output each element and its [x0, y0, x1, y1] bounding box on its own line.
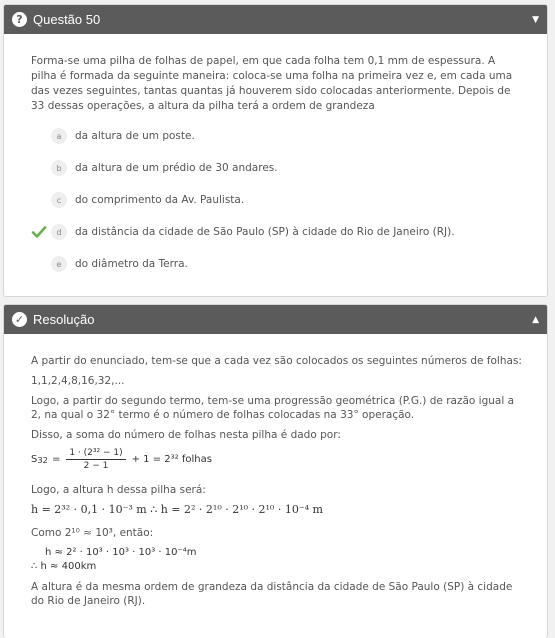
option-d[interactable] [31, 216, 522, 248]
resolution-paragraph: Disso, a soma do número de folhas nesta pilha é dado por: [31, 429, 341, 441]
option-text: da altura de um poste. [75, 130, 195, 142]
option-letter: a [51, 128, 67, 144]
option-text: do diâmetro da Terra. [75, 258, 188, 270]
question-title: Questão 50 [33, 12, 101, 27]
resolution-header[interactable] [4, 305, 547, 334]
resolution-paragraph: Logo, a altura h dessa pilha será: [31, 484, 206, 496]
checkmark-icon [31, 224, 47, 240]
sum-subscript: 32 [37, 454, 48, 465]
sum-result: + 1 = 2³² folhas [131, 454, 212, 465]
question-statement: Forma-se uma pilha de folhas de papel, em que cada folha tem 0,1 mm de espessura. A pilha é formada da seguinte maneira: coloca-se uma folha na primeira vez e, em cada uma das vezes seguintes, tantas quantas já houverem sido colocadas anteriormente. Depois de 33 dessas operações, a altura da pilha terá a ordem de grandeza [31, 55, 513, 112]
sequence-text: 1,1,2,4,8,16,32,... [31, 375, 125, 387]
approximation-step: h ≈ 2² · 10³ · 10³ · 10³ · 10⁻⁴m [45, 547, 197, 558]
options-list [31, 120, 522, 280]
option-text: do comprimento da Av. Paulista. [75, 194, 245, 206]
fraction-denominator: 2 − 1 [83, 461, 109, 471]
option-letter: c [51, 192, 67, 208]
resolution-panel [3, 304, 548, 638]
check-circle-icon: ✓ [12, 312, 27, 327]
chevron-up-icon[interactable]: ▲ [532, 314, 539, 325]
question-header[interactable] [4, 5, 547, 34]
conclusion-text: A altura é da mesma ordem de grandeza da distância da cidade de São Paulo (SP) à cidade do Rio de Janeiro (RJ). [31, 581, 513, 607]
sum-symbol: S [31, 454, 38, 465]
fraction [66, 448, 125, 471]
resolution-paragraph: A partir do enunciado, tem-se que a cada vez são colocados os seguintes números de folhas: [31, 355, 522, 367]
option-c[interactable] [31, 184, 522, 216]
option-text: da altura de um prédio de 30 andares. [75, 162, 278, 174]
final-result: ∴ h ≈ 400km [31, 561, 97, 572]
question-panel [3, 4, 548, 297]
fraction-numerator: 1 · (2³² − 1) [66, 448, 125, 460]
option-e[interactable] [31, 248, 522, 280]
option-letter: b [51, 160, 67, 176]
option-b[interactable] [31, 152, 522, 184]
option-text: da distância da cidade de São Paulo (SP) à cidade do Rio de Janeiro (RJ). [75, 226, 455, 238]
sum-formula [31, 448, 527, 471]
chevron-down-icon[interactable]: ▼ [532, 14, 539, 25]
option-letter: d [51, 224, 67, 240]
equals-sign: = [51, 454, 61, 465]
resolution-title: Resolução [33, 312, 95, 327]
option-letter: e [51, 256, 67, 272]
question-mark-icon: ? [12, 12, 27, 27]
resolution-paragraph: Logo, a partir do segundo termo, tem-se uma progressão geométrica (P.G.) de razão igual a 2, na qual o 32° termo é o número de folhas colocadas na 33° operação. [31, 395, 515, 421]
option-a[interactable] [31, 120, 522, 152]
approximation-text: Como 2¹⁰ ≈ 10³, então: [31, 527, 154, 539]
height-formula: h = 2³² · 0,1 · 10⁻³ m ∴ h = 2² · 2¹⁰ · 2¹⁰ · 2¹⁰ · 10⁻⁴ m [31, 503, 323, 516]
